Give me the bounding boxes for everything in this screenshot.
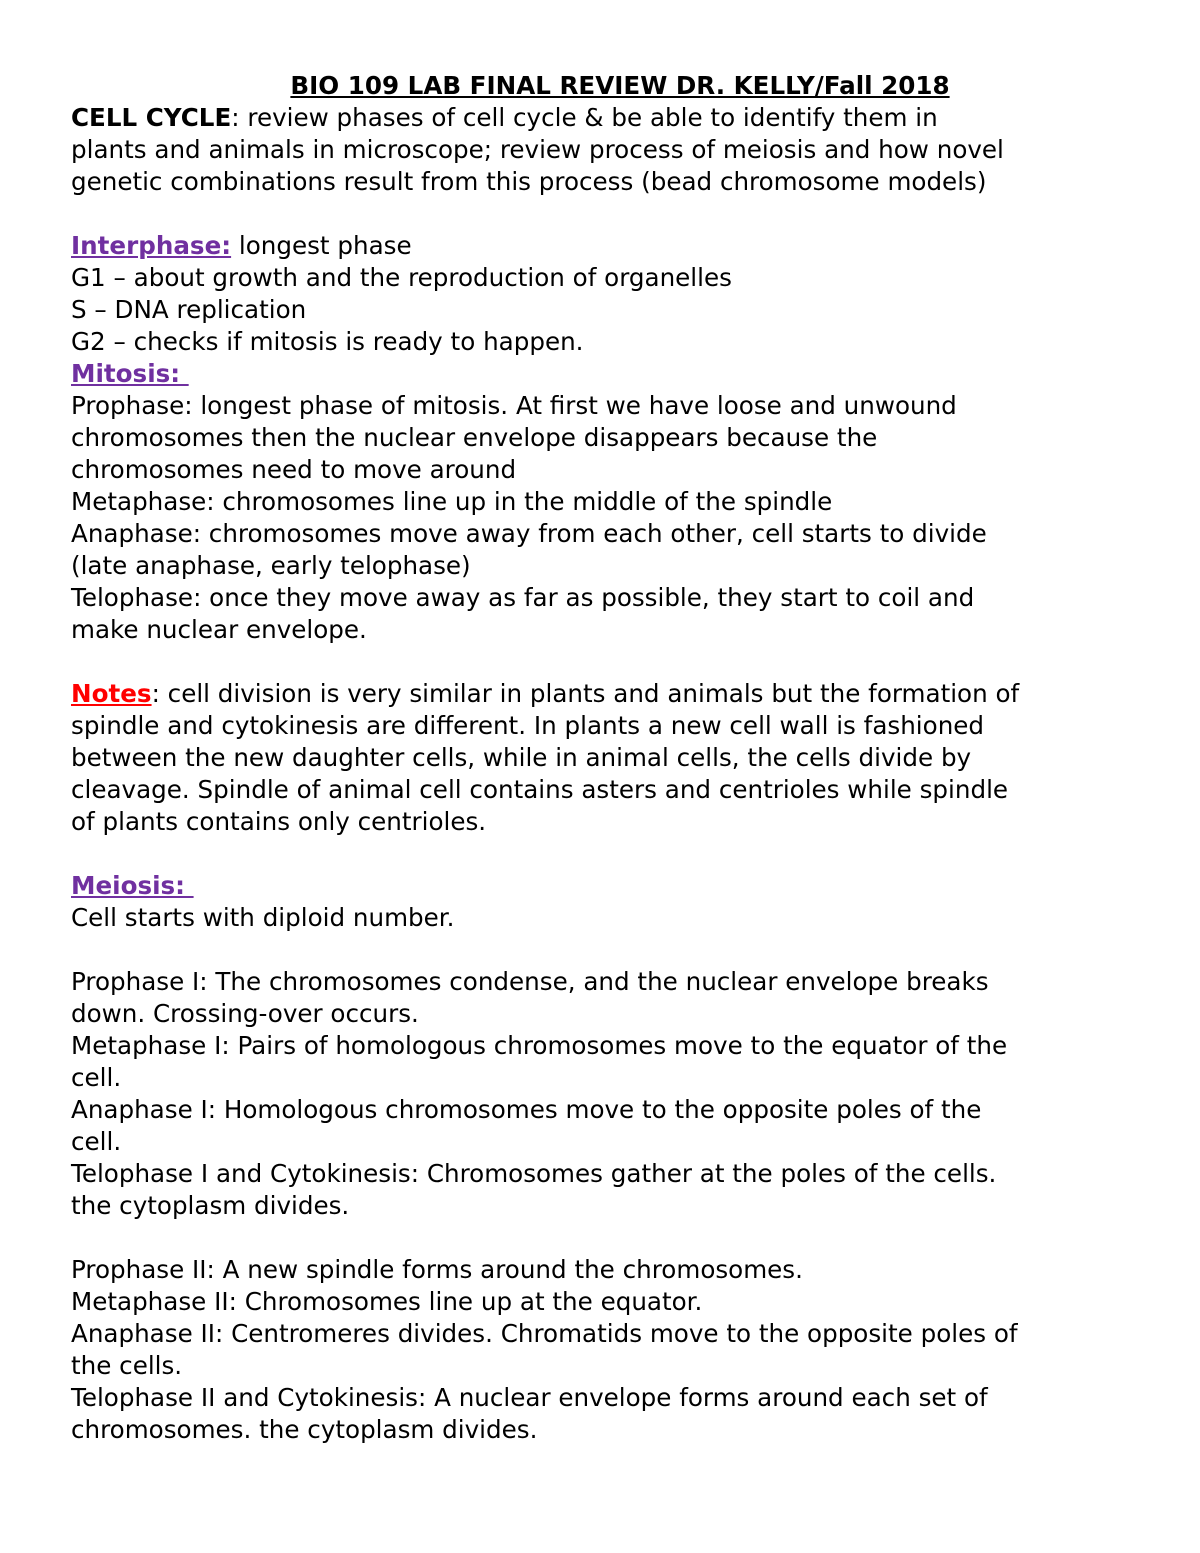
meiosis-i-line: cell. xyxy=(71,1127,122,1156)
interphase-g2: G2 – checks if mitosis is ready to happen. xyxy=(71,327,584,356)
meiosis-ii-line: the cells. xyxy=(71,1351,183,1380)
mitosis-line: Prophase: longest phase of mitosis. At first we have loose and unwound xyxy=(71,391,957,420)
meiosis-i-line: Telophase I and Cytokinesis: Chromosomes gather at the poles of the cells. xyxy=(71,1159,997,1188)
mitosis-section xyxy=(71,358,1141,646)
document-title: BIO 109 LAB FINAL REVIEW DR. KELLY/Fall 2018 xyxy=(290,71,950,100)
meiosis-i-line: Prophase I: The chromosomes condense, and the nuclear envelope breaks xyxy=(71,967,989,996)
notes-intro: : cell division is very similar in plants and animals but the formation of xyxy=(151,679,1020,708)
spacer xyxy=(71,838,1141,870)
mitosis-line: (late anaphase, early telophase) xyxy=(71,551,471,580)
meiosis-ii-line: Anaphase II: Centromeres divides. Chromatids move to the opposite poles of xyxy=(71,1319,1018,1348)
notes-line: cleavage. Spindle of animal cell contains asters and centrioles while spindle xyxy=(71,775,1009,804)
cell-cycle-line-3: genetic combinations result from this process (bead chromosome models) xyxy=(71,167,987,196)
notes-line: of plants contains only centrioles. xyxy=(71,807,487,836)
meiosis-heading: Meiosis: xyxy=(71,871,194,900)
interphase-s: S – DNA replication xyxy=(71,295,307,324)
meiosis-i-line: cell. xyxy=(71,1063,122,1092)
notes-line: spindle and cytokinesis are different. In plants a new cell wall is fashioned xyxy=(71,711,985,740)
meiosis-i-line: Anaphase I: Homologous chromosomes move to the opposite poles of the xyxy=(71,1095,982,1124)
mitosis-heading-line xyxy=(71,358,1141,390)
notes-heading: Notes xyxy=(71,679,152,708)
meiosis-section xyxy=(71,870,1141,1446)
meiosis-i-line: down. Crossing-over occurs. xyxy=(71,999,419,1028)
cell-cycle-text: : review phases of cell cycle & be able to identify them in xyxy=(231,103,938,132)
meiosis-ii-line: Metaphase II: Chromosomes line up at the equator. xyxy=(71,1287,703,1316)
interphase-intro: longest phase xyxy=(231,231,412,260)
meiosis-ii-line: chromosomes. the cytoplasm divides. xyxy=(71,1415,538,1444)
cell-cycle-line-2: plants and animals in microscope; review process of meiosis and how novel xyxy=(71,135,1004,164)
meiosis-ii-line: Prophase II: A new spindle forms around the chromosomes. xyxy=(71,1255,803,1284)
notes-line-1 xyxy=(71,678,1141,710)
cell-cycle-label: CELL CYCLE xyxy=(71,103,232,132)
meiosis-i-line: the cytoplasm divides. xyxy=(71,1191,350,1220)
mitosis-line: make nuclear envelope. xyxy=(71,615,367,644)
notes-line: between the new daughter cells, while in animal cells, the cells divide by xyxy=(71,743,972,772)
interphase-g1: G1 – about growth and the reproduction of organelles xyxy=(71,263,732,292)
document-page xyxy=(71,70,1141,1446)
meiosis-heading-line xyxy=(71,870,1141,902)
mitosis-line: chromosomes need to move around xyxy=(71,455,517,484)
meiosis-intro: Cell starts with diploid number. xyxy=(71,903,455,932)
meiosis-i-line: Metaphase I: Pairs of homologous chromosomes move to the equator of the xyxy=(71,1031,1008,1060)
spacer xyxy=(71,1222,1141,1254)
spacer xyxy=(71,646,1141,678)
cell-cycle-line-1 xyxy=(71,102,1141,134)
mitosis-heading: Mitosis: xyxy=(71,359,189,388)
meiosis-ii-line: Telophase II and Cytokinesis: A nuclear envelope forms around each set of xyxy=(71,1383,988,1412)
notes-section xyxy=(71,678,1141,838)
cell-cycle-section xyxy=(71,102,1141,198)
spacer xyxy=(71,198,1141,230)
interphase-section xyxy=(71,230,1141,358)
interphase-line-1 xyxy=(71,230,1141,262)
spacer xyxy=(71,934,1141,966)
mitosis-line: chromosomes then the nuclear envelope disappears because the xyxy=(71,423,878,452)
mitosis-line: Metaphase: chromosomes line up in the middle of the spindle xyxy=(71,487,833,516)
interphase-heading: Interphase: xyxy=(71,231,232,260)
mitosis-line: Telophase: once they move away as far as possible, they start to coil and xyxy=(71,583,975,612)
mitosis-line: Anaphase: chromosomes move away from each other, cell starts to divide xyxy=(71,519,987,548)
